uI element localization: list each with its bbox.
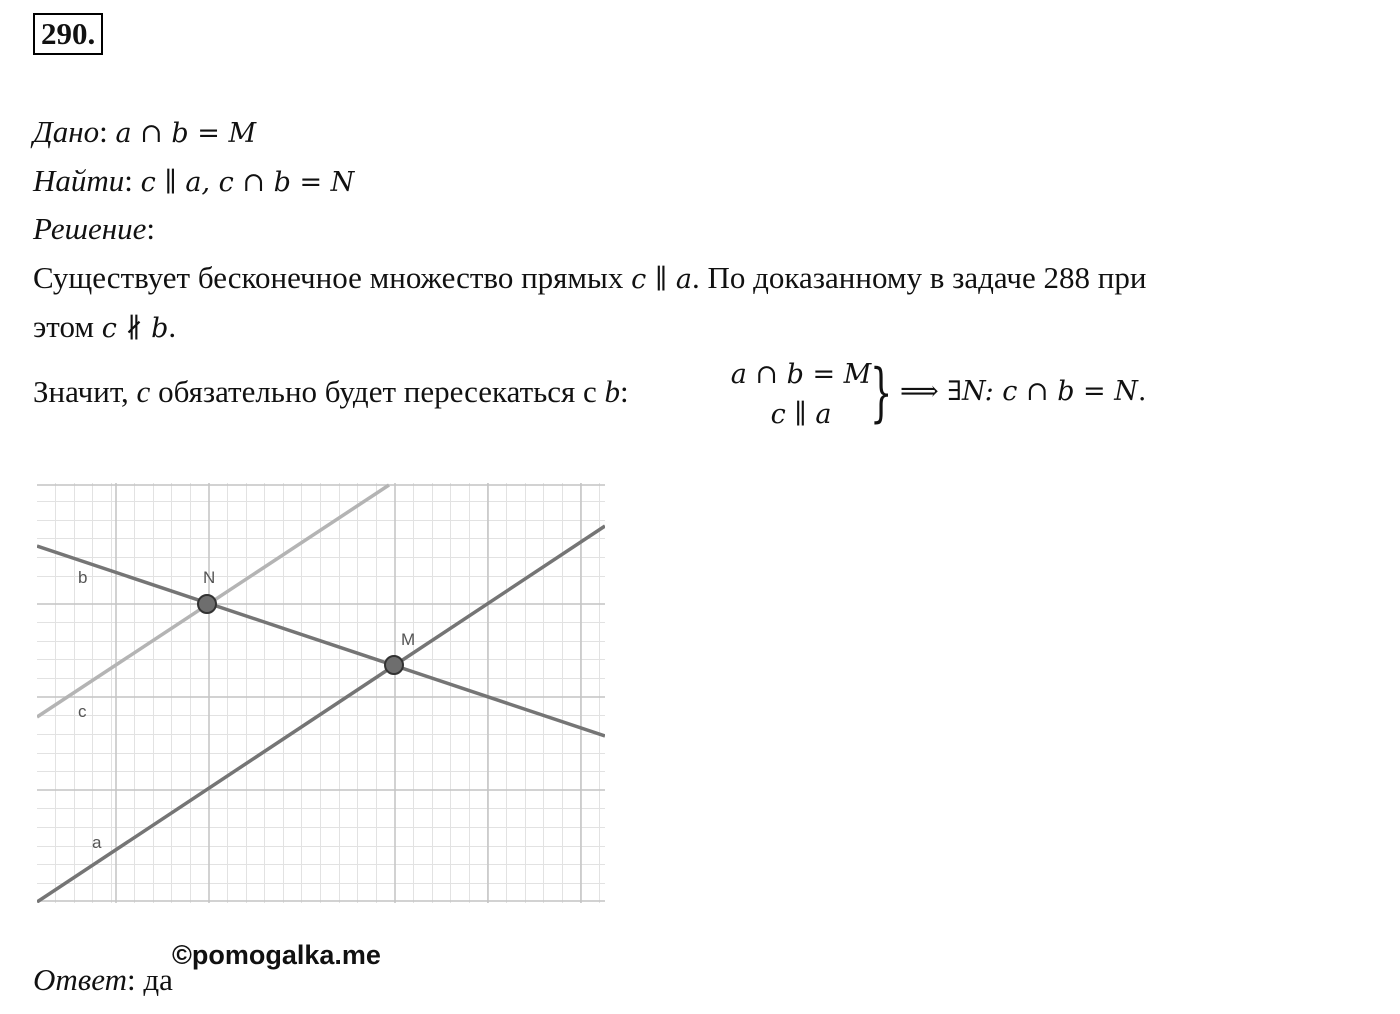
para1-text-2: . По доказанному в задаче 288 при xyxy=(692,260,1147,295)
paragraph-2 xyxy=(33,372,629,412)
label-c: c xyxy=(78,702,87,721)
system-row-2: c ∥ a xyxy=(770,399,832,430)
para1-text-4: . xyxy=(168,309,177,344)
solution-label: Решение xyxy=(33,211,147,246)
conclusion xyxy=(900,372,1147,412)
find-expression: c ∥ a, c ∩ b = N xyxy=(140,167,355,198)
para2-math-1: c xyxy=(136,374,151,409)
given-expression: a ∩ b = M xyxy=(115,118,257,149)
find-label: Найти xyxy=(33,163,125,198)
solution-heading xyxy=(33,209,155,249)
answer-line xyxy=(33,960,173,1000)
system-of-conditions xyxy=(716,355,886,435)
label-a: a xyxy=(92,833,102,852)
solution-colon: : xyxy=(146,211,155,246)
implies-arrow: ⟹ xyxy=(900,376,948,407)
para1-text-3: этом xyxy=(33,309,102,344)
para2-text-3: : xyxy=(620,374,629,409)
given-line xyxy=(33,112,256,154)
find-colon: : xyxy=(124,163,133,198)
label-n: N xyxy=(203,568,216,587)
given-label: Дано xyxy=(33,114,100,149)
find-line xyxy=(33,161,354,203)
problem-number: 290. xyxy=(33,13,103,55)
system-row-1: a ∩ b = M xyxy=(730,359,872,390)
answer-colon: : xyxy=(126,962,136,997)
para1-text-1: Существует бесконечное множество прямых xyxy=(33,260,632,295)
para2-text-2: обязательно будет пересекаться с xyxy=(150,374,605,409)
label-m: M xyxy=(401,630,416,649)
conclusion-end: . xyxy=(1137,376,1147,407)
para1-math-2: c ∦ b xyxy=(101,313,169,344)
given-colon: : xyxy=(99,114,108,149)
system-brace: } xyxy=(870,356,893,430)
paragraph-1-line-2 xyxy=(33,307,176,349)
point-m xyxy=(385,656,403,674)
para1-math-1: c ∥ a xyxy=(631,264,692,295)
conclusion-expression: ∃N: c ∩ b = N xyxy=(947,376,1138,407)
minor-grid xyxy=(37,483,605,903)
watermark: ©pomogalka.me xyxy=(172,940,381,970)
para2-math-2: b xyxy=(604,374,621,409)
answer-value: да xyxy=(143,962,173,997)
label-b: b xyxy=(78,568,88,587)
point-n xyxy=(198,595,216,613)
paragraph-1-line-1 xyxy=(33,258,1146,300)
geometry-diagram xyxy=(37,483,605,903)
answer-label: Ответ xyxy=(33,962,127,997)
para2-text-1: Значит, xyxy=(33,374,137,409)
